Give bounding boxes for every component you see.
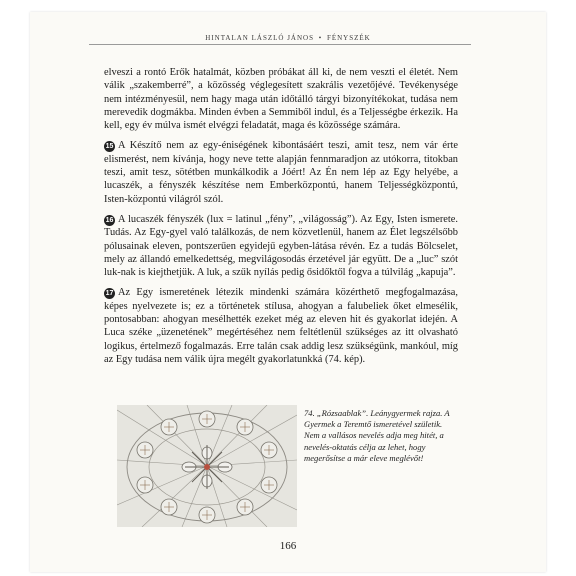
header-title: FÉNYSZÉK xyxy=(326,34,371,42)
paragraph-number-badge: 16 xyxy=(105,216,114,224)
paragraph-text: A lucaszék fényszék (lux = latinul „fény”, „világosság”). Az Egy, Isten ismerete. Tudás. Az Egy-gyel való találkozás, de nem közvetlenül, hanem az Élet legszélsőbb pólusainak eleven, pontszerűen egyidejű egyben-látása révén. Ez a tudás Bölcselet, mely az állandó emelkedettség, megvilágosodás érzetével jár együtt. De a „luc” szót luk-nak is kiejthetjük. A luk, a szűk nyílás pedig ősidőktől fogva a túlvilág „kapuja”. xyxy=(104,213,458,279)
running-head xyxy=(0,34,576,42)
paragraph-text: Az Egy ismeretének létezik mindenki számára közérthető megfogalmazása, képes nyelvezete is; ez a történetek stílusa, ahogyan a falubeliek őket elmesélik, pontosabban: ahogyan mesélhették ezeket még az eleven hit és gyakorlat idején. A Luca széke „üzenetének” megértéséhez nem feltétlenül szükséges az itt olvasható logikus, értelmező fogalmazás. Erre talán csak addig lesz szükségünk, mankóul, míg az Egy tudása nem válik újra megélt gyakorlatunkká (74. kép). xyxy=(104,287,458,365)
paragraph-16 xyxy=(104,213,458,279)
header-rule xyxy=(89,44,471,45)
figure-caption: 74. „Rózsaablak”. Leánygyermek rajza. A Gyermek a Teremtő ismeretével születik. Nem a vallásos nevelés adja meg hitét, a nevelés-oktatás célja az lehet, hogy megerősítse a már eleve meglévőt! xyxy=(304,408,450,463)
paragraph-text: elveszi a rontó Erők hatalmát, közben próbákat áll ki, de nem veszti el életét. Nem válik „szakemberré”, a közösség véglegesített szakrális vezetőjévé. Tevékenysége nem intézményesül, nem hagy maga után időtálló tárgyi bizonyítékokat, tudása nem merevedik dogmákba. Minden évben a Semmiből indul, és a Teljességbe érkezik. Ha kell, egy év múlva ismét elvégzi feladatát, maga és közössége számára. xyxy=(104,67,458,132)
body-text xyxy=(104,66,458,373)
header-author: HINTALAN LÁSZLÓ JÁNOS xyxy=(205,34,314,42)
paragraph-continuation xyxy=(104,66,458,132)
header-separator: • xyxy=(318,34,323,42)
paragraph-text: A Készítő nem az egy-éniségének kibontásáért teszi, amit tesz, nem vár érte elismerést, nem kívánja, hogy neve tette alapján fennmaradjon az utókorra, titokban teszi, amit tesz, sötétben munkálkodik a Jóért! Az Én nem lép az Egy helyébe, a lucaszék, a fényszék készítése nem Emberközpontú, hanem Teljességközpontú, Isten-központú világról szól. xyxy=(104,140,458,205)
paragraph-15 xyxy=(104,139,458,205)
paragraph-17 xyxy=(104,286,458,366)
rose-window-drawing-svg xyxy=(117,405,297,527)
paragraph-number-badge: 15 xyxy=(105,143,114,151)
paragraph-number-badge: 17 xyxy=(105,290,114,298)
page-number: 166 xyxy=(279,540,297,552)
rose-window-drawing xyxy=(117,405,297,527)
